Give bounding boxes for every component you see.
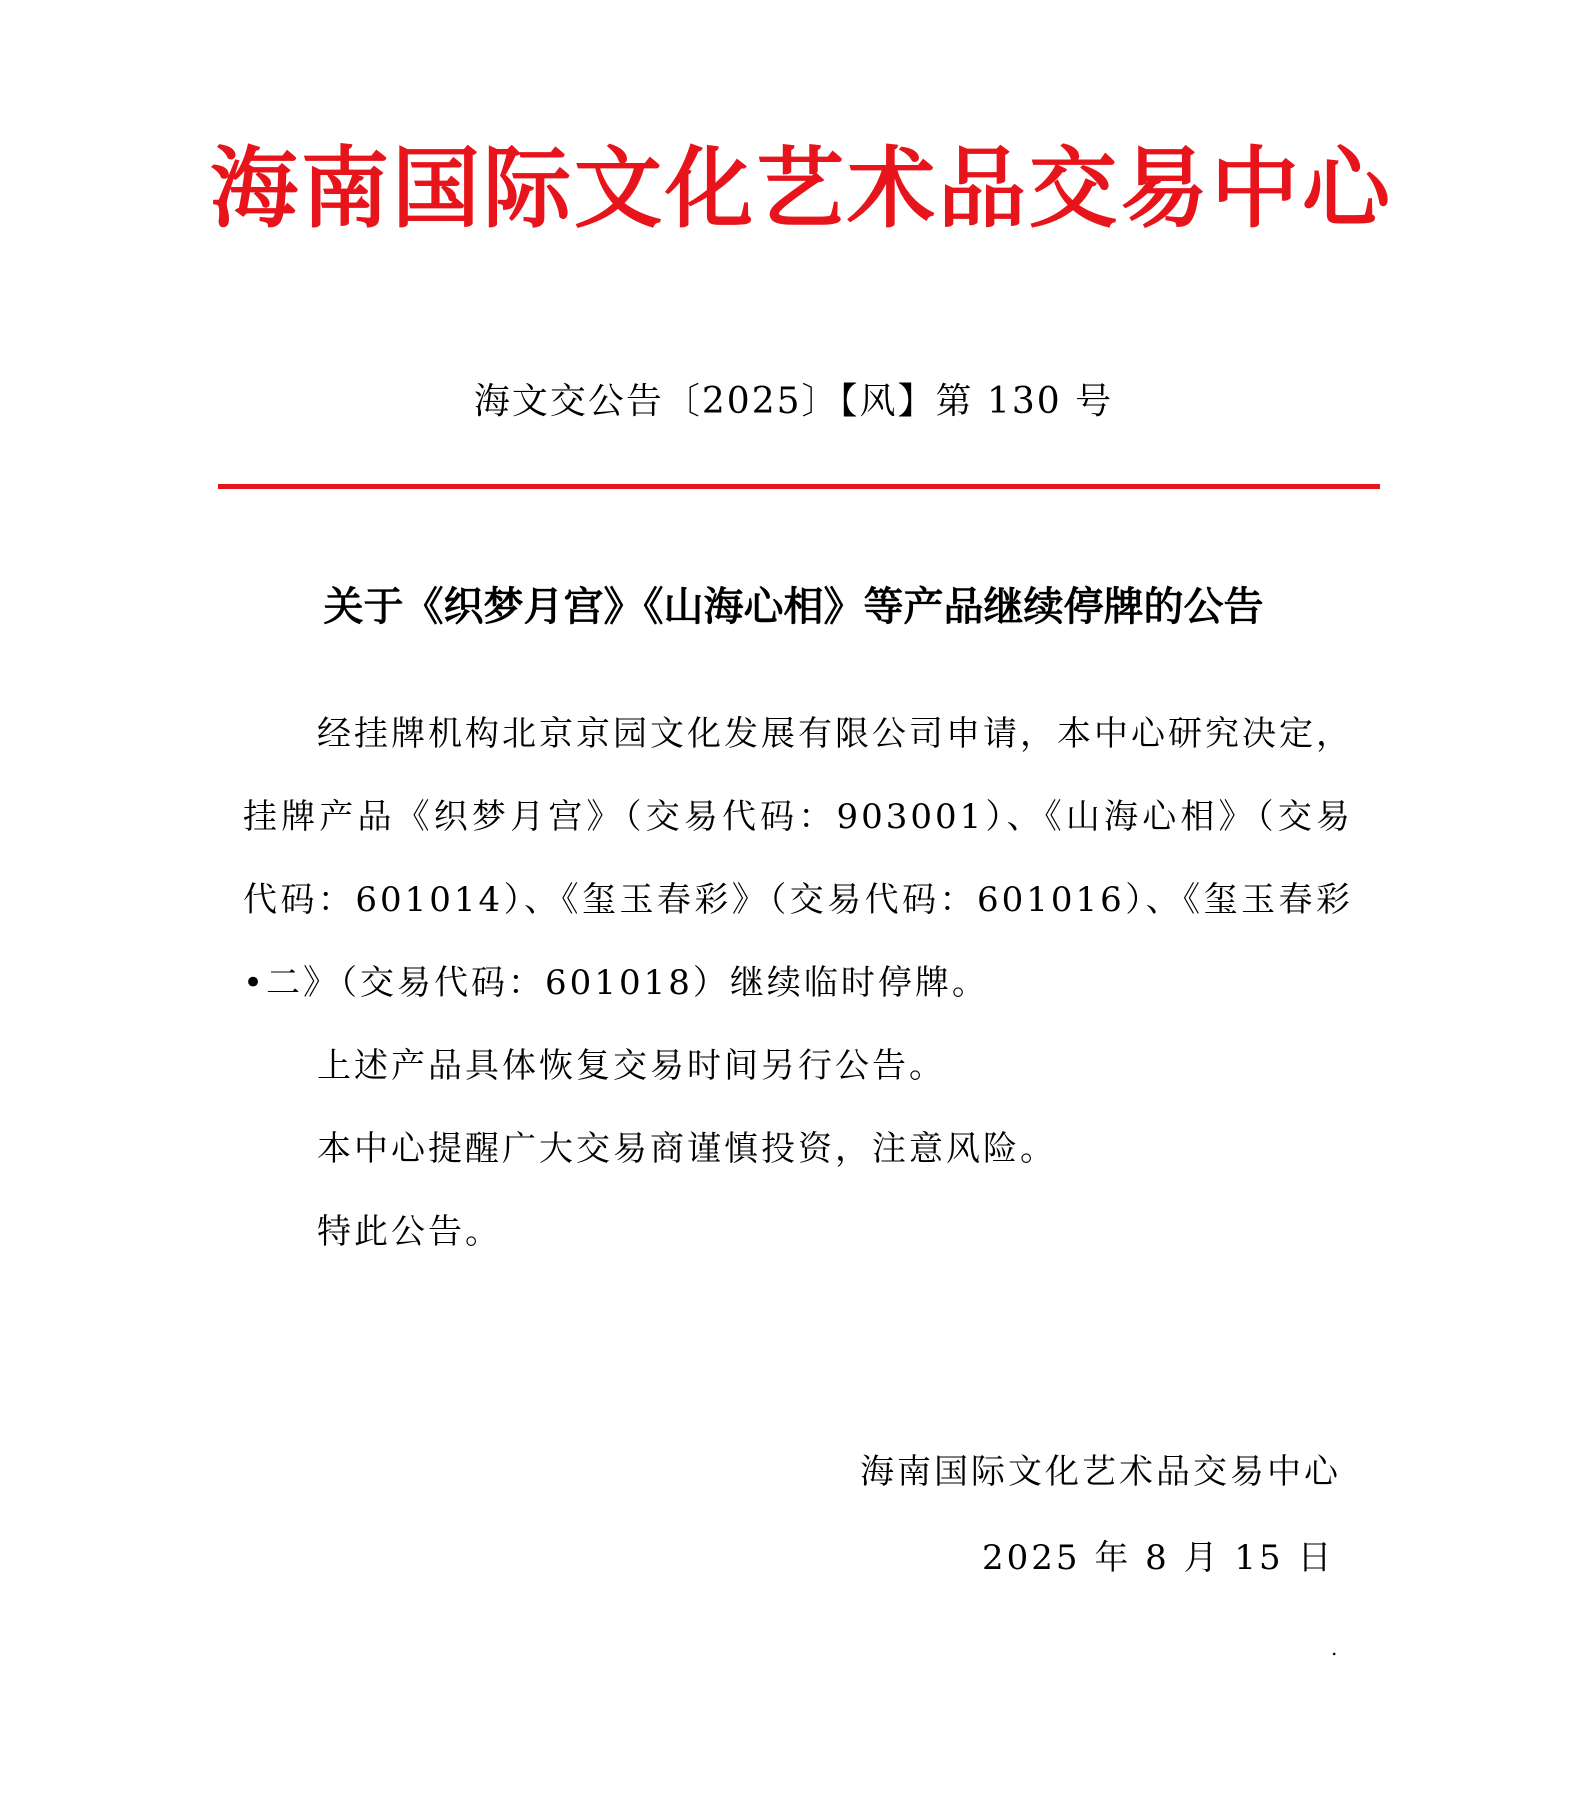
body-paragraph: 本中心提醒广大交易商谨慎投资，注意风险。	[317, 1129, 1057, 1169]
body-paragraph: 特此公告。	[317, 1212, 502, 1252]
red-divider	[218, 484, 1380, 489]
announcement-title: 关于《织梦月宫》《山海心相》等产品继续停牌的公告	[323, 583, 1264, 630]
letterhead-char: 海	[210, 136, 299, 240]
letterhead-char: 交	[1029, 136, 1118, 240]
signature-date: 2025 年 8 月 15 日	[982, 1538, 1335, 1578]
letterhead-char: 品	[938, 136, 1027, 240]
letterhead-char: 国	[392, 136, 481, 240]
org-letterhead	[210, 128, 1391, 248]
footer-mark: .	[1331, 1636, 1338, 1660]
body-paragraph: 上述产品具体恢复交易时间另行公告。	[317, 1046, 946, 1086]
letterhead-char: 艺	[756, 136, 845, 240]
document-number: 海文交公告〔2025〕【风】第 130 号	[473, 381, 1114, 422]
announcement-body	[243, 693, 1353, 1274]
signature-org: 海南国际文化艺术品交易中心	[860, 1452, 1341, 1492]
letterhead-char: 际	[483, 136, 572, 240]
letterhead-char: 南	[301, 136, 390, 240]
letterhead-char: 易	[1120, 136, 1209, 240]
letterhead-char: 心	[1302, 136, 1391, 240]
letterhead-char: 术	[847, 136, 936, 240]
letterhead-char: 化	[665, 136, 754, 240]
body-paragraph: 经挂牌机构北京京园文化发展有限公司申请，本中心研究决定，挂牌产品《织梦月宫》（交易代码：903001）、《山海心相》（交易代码：601014）、《玺玉春彩》（交易代码：601016）、《玺玉春彩 •二》（交易代码：601018）继续临时停牌。	[243, 714, 1353, 1003]
letterhead-char: 中	[1211, 136, 1300, 240]
letterhead-char: 文	[574, 136, 663, 240]
